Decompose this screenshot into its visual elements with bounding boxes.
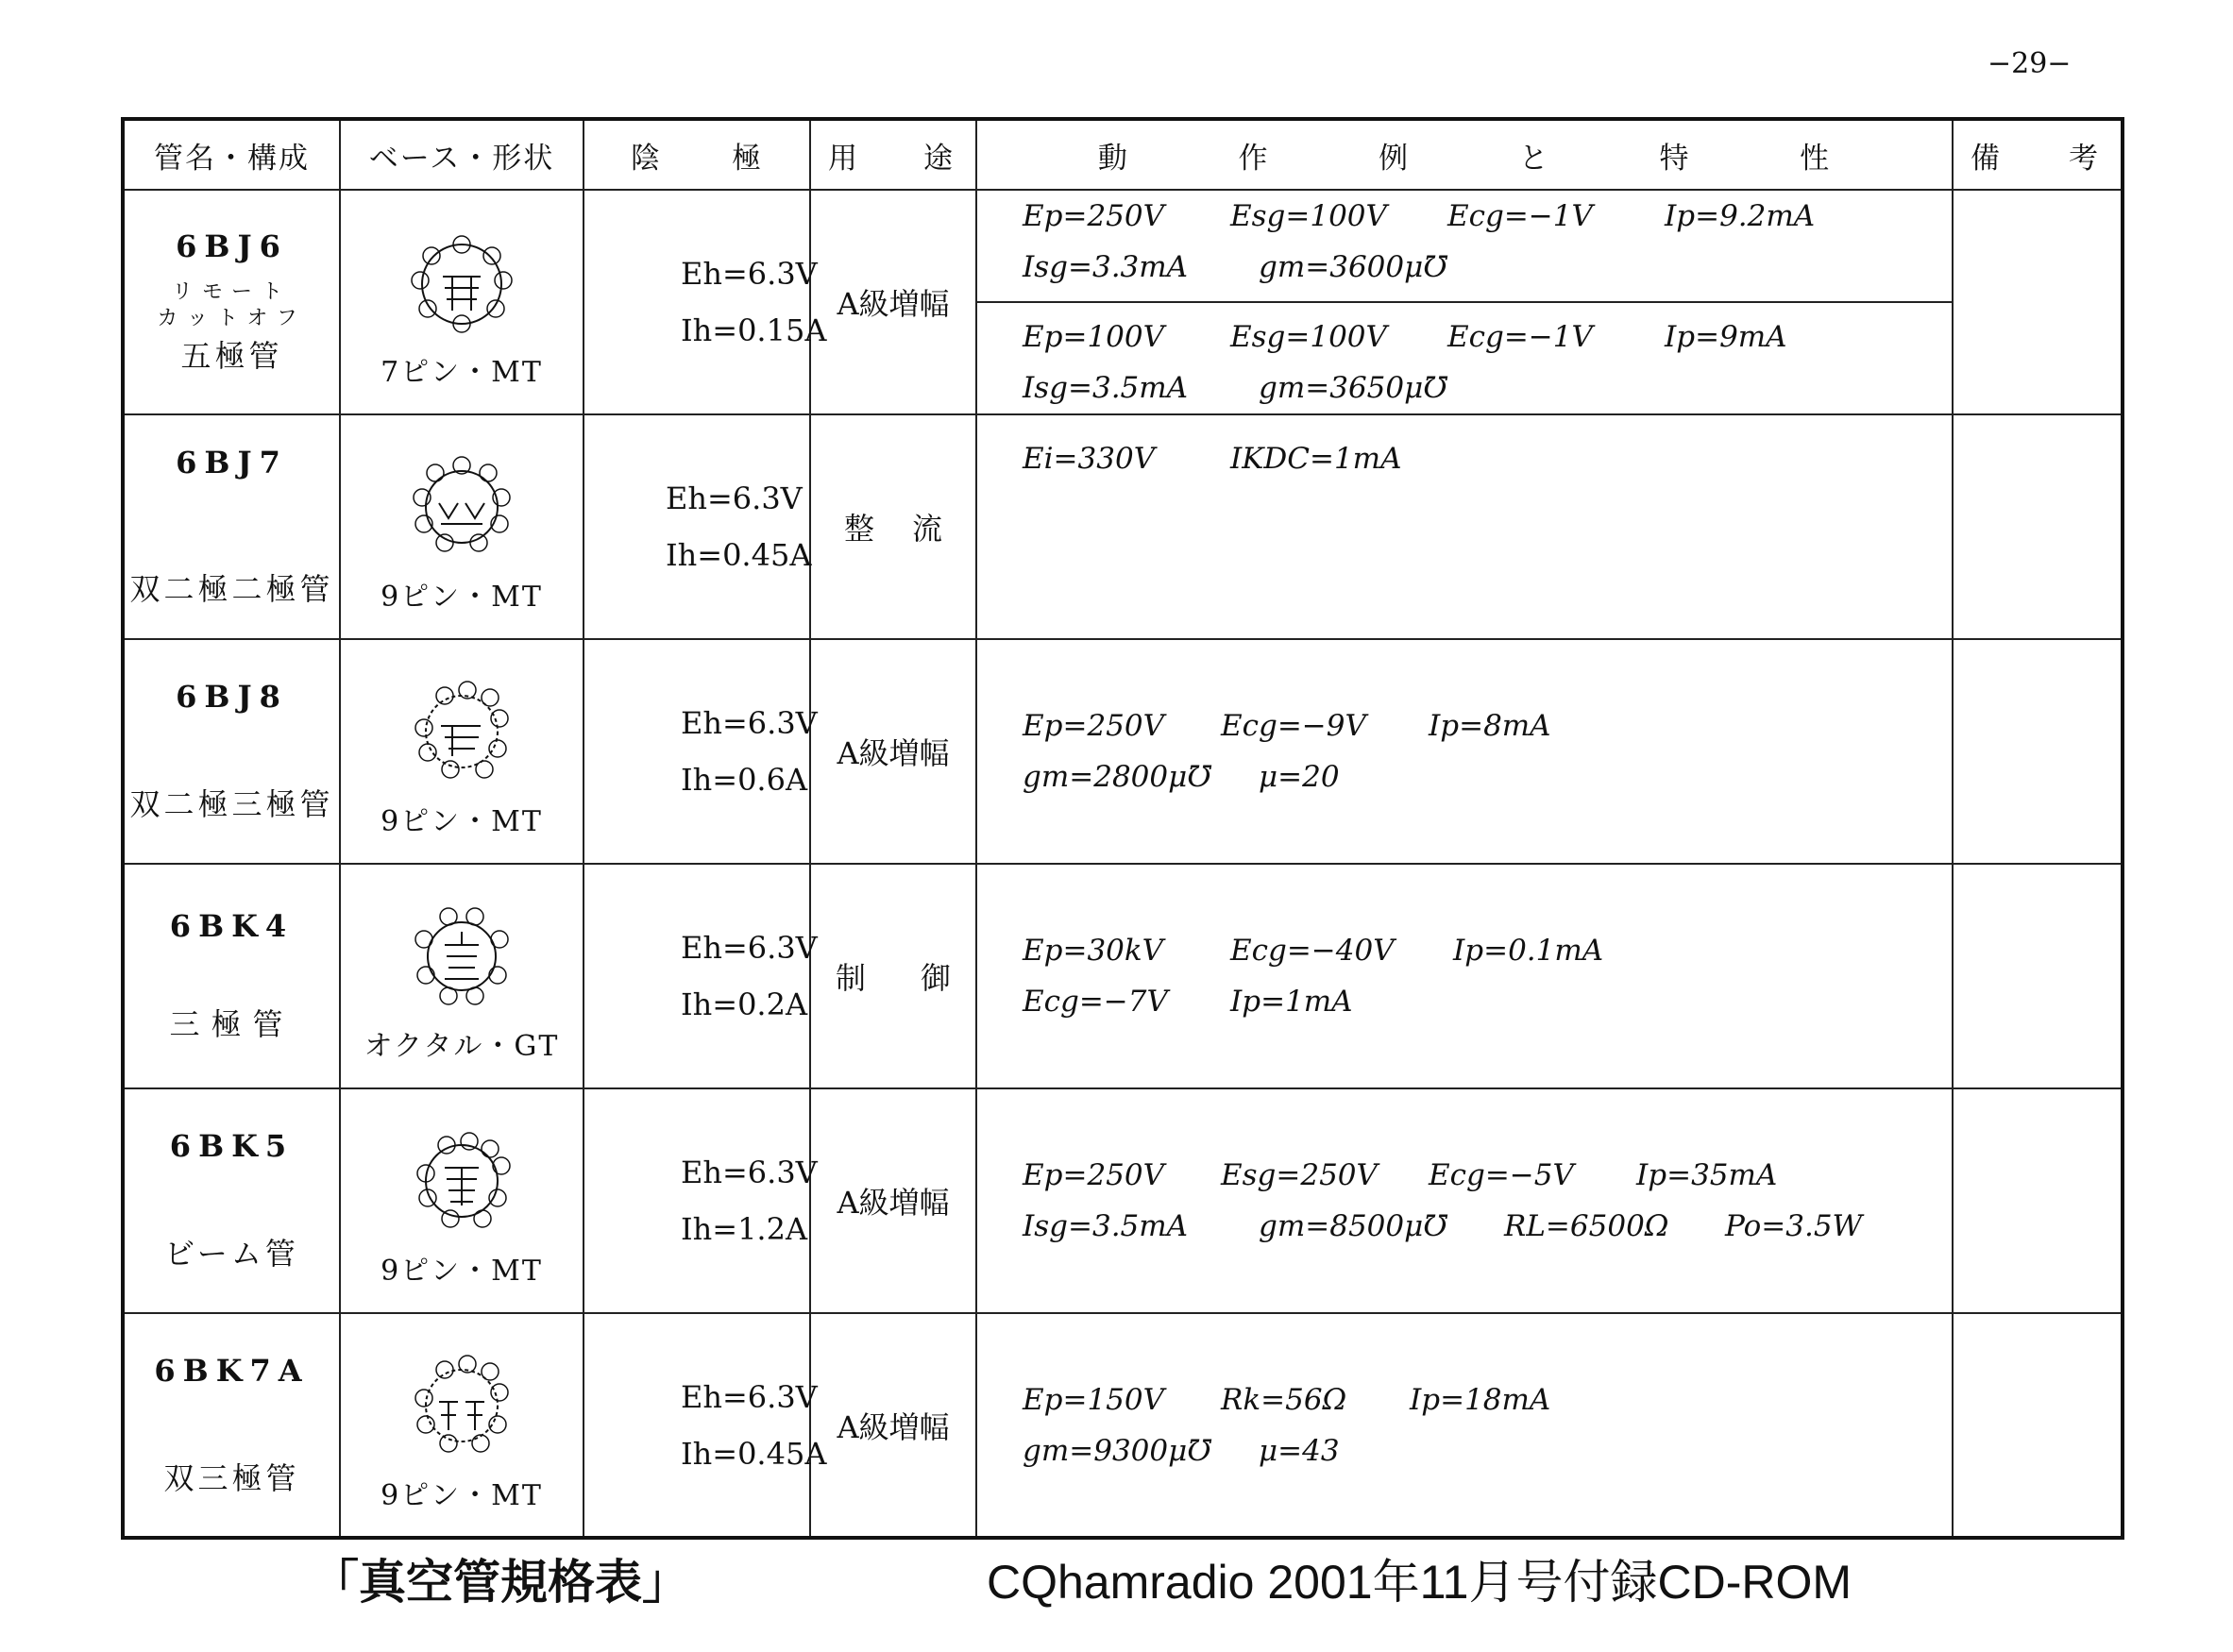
notes-cell	[1953, 864, 2123, 1088]
base-cell	[340, 190, 584, 414]
heater-current: Ih=0.45A	[681, 1435, 827, 1472]
cathode-cell	[584, 190, 827, 414]
example-cell: Ep=250V Ecg=−9V Ip=8mA gm=2800μ℧ μ=20	[976, 639, 1953, 864]
pin-diagram-icon	[386, 669, 537, 792]
heater-voltage: Eh=6.3V	[681, 256, 818, 292]
heater-current: Ih=0.15A	[681, 312, 827, 348]
heater-current: Ih=0.6A	[681, 762, 808, 798]
tube-name-cell	[123, 864, 340, 1088]
table-row	[123, 1313, 2123, 1538]
heater-current: Ih=1.2A	[681, 1211, 808, 1247]
example-cell: Ep=250V Esg=100V Ecg=−1V Ip=9.2mA Isg=3.3mA gm=3600μ℧ Ep=100V Esg=100V Ecg=−1V Ip=9mA Isg=3.5mA gm=3650μ℧	[976, 190, 1953, 414]
table-row	[123, 864, 2123, 1088]
notes-cell	[1953, 639, 2123, 864]
header-cathode: 陰 極	[584, 119, 810, 190]
use-cell	[810, 190, 976, 414]
example-cell: Ep=150V Rk=56Ω Ip=18mA gm=9300μ℧ μ=43	[976, 1313, 1953, 1538]
cathode-cell	[584, 864, 818, 1088]
tube-kind: ビーム管	[164, 1236, 299, 1272]
tube-subtype: カットオフ	[157, 307, 307, 330]
base-cell	[340, 414, 584, 639]
footer-source: CQhamradio 2001年11月号付録CD-ROM	[987, 1556, 1852, 1609]
use-cell: 整 流	[810, 414, 976, 639]
heater-voltage: Eh=6.3V	[681, 705, 818, 741]
heater-voltage: Eh=6.3V	[666, 480, 803, 516]
base-type: 9ピン・MT	[381, 1255, 543, 1288]
tube-kind: 双二極三極管	[129, 786, 334, 822]
base-type: 9ピン・MT	[381, 805, 543, 838]
table-row	[123, 1088, 2123, 1313]
base-type: 9ピン・MT	[381, 581, 543, 614]
tube-name: 6BJ8	[176, 679, 288, 715]
tube-kind: 五極管	[180, 338, 283, 374]
use-cell	[810, 1088, 976, 1313]
tube-kind: 双三極管	[163, 1459, 300, 1496]
example-cell: Ei=330V IKDC=1mA	[976, 414, 1953, 639]
notes-cell	[1953, 1088, 2123, 1313]
use-cell	[810, 639, 976, 864]
heater-current: Ih=0.2A	[681, 986, 808, 1022]
tube-kind: 双二極二極管	[129, 571, 334, 607]
heater-voltage: Eh=6.3V	[681, 930, 818, 966]
table-row	[123, 639, 2123, 864]
base-cell	[340, 1088, 584, 1313]
header-example: 動 作 例 と 特 性	[976, 119, 1953, 190]
pin-diagram-icon	[386, 1119, 537, 1241]
tube-name-cell	[123, 639, 340, 864]
example-cell: Ep=250V Esg=250V Ecg=−5V Ip=35mA Isg=3.5mA gm=8500μ℧ RL=6500Ω Po=3.5W	[976, 1088, 1953, 1313]
example-cell: Ep=30kV Ecg=−40V Ip=0.1mA Ecg=−7V Ip=1mA	[976, 864, 1953, 1088]
table-header-row	[123, 119, 2123, 190]
notes-cell	[1953, 1313, 2123, 1538]
tube-use: A級増幅	[837, 1408, 950, 1445]
tube-spec-table	[121, 117, 2124, 1540]
cathode-cell	[584, 1313, 827, 1538]
tube-kind: 三極管	[169, 1006, 295, 1042]
table-row	[123, 414, 2123, 639]
cathode-cell	[584, 414, 810, 639]
heater-voltage: Eh=6.3V	[681, 1155, 818, 1190]
base-cell	[340, 639, 584, 864]
footer-title: 「真空管規格表」	[312, 1555, 689, 1610]
tube-name-cell	[123, 414, 340, 639]
base-type: 7ピン・MT	[381, 356, 543, 389]
heater-voltage: Eh=6.3V	[681, 1378, 818, 1415]
notes-cell	[1953, 414, 2123, 639]
header-base: ベース・形状	[340, 119, 584, 190]
notes-cell	[1953, 190, 2123, 414]
pin-diagram-icon	[386, 1343, 537, 1466]
tube-name: 6BK7A	[154, 1352, 310, 1389]
base-type: オクタル・GT	[364, 1030, 560, 1063]
use-cell: 制 御	[810, 864, 976, 1088]
tube-name: 6BK5	[169, 1128, 295, 1164]
tube-name-cell	[123, 1313, 340, 1538]
base-cell	[340, 1313, 584, 1538]
tube-name-cell	[123, 1088, 340, 1313]
base-type: 9ピン・MT	[381, 1478, 543, 1512]
base-cell	[340, 864, 584, 1088]
tube-use: A級増幅	[837, 1185, 950, 1221]
use-cell	[810, 1313, 976, 1538]
tube-use: A級増幅	[837, 735, 950, 771]
tube-name: 6BJ7	[176, 445, 288, 480]
heater-current: Ih=0.45A	[666, 537, 812, 573]
pin-diagram-icon	[386, 894, 537, 1017]
pin-diagram-icon	[386, 220, 537, 343]
tube-use: A級増幅	[837, 286, 950, 322]
header-use: 用 途	[810, 119, 976, 190]
tube-subtype: リモート	[171, 280, 293, 304]
page-number: −29−	[1988, 47, 2072, 80]
cathode-cell	[584, 1088, 818, 1313]
tube-name: 6BK4	[169, 908, 295, 944]
header-name: 管名・構成	[123, 119, 340, 190]
pin-diagram-icon	[386, 445, 537, 567]
cathode-cell	[584, 639, 818, 864]
table-row	[123, 190, 2123, 414]
header-notes: 備 考	[1953, 119, 2123, 190]
tube-name: 6BJ6	[176, 228, 288, 264]
tube-name-cell	[123, 190, 340, 414]
